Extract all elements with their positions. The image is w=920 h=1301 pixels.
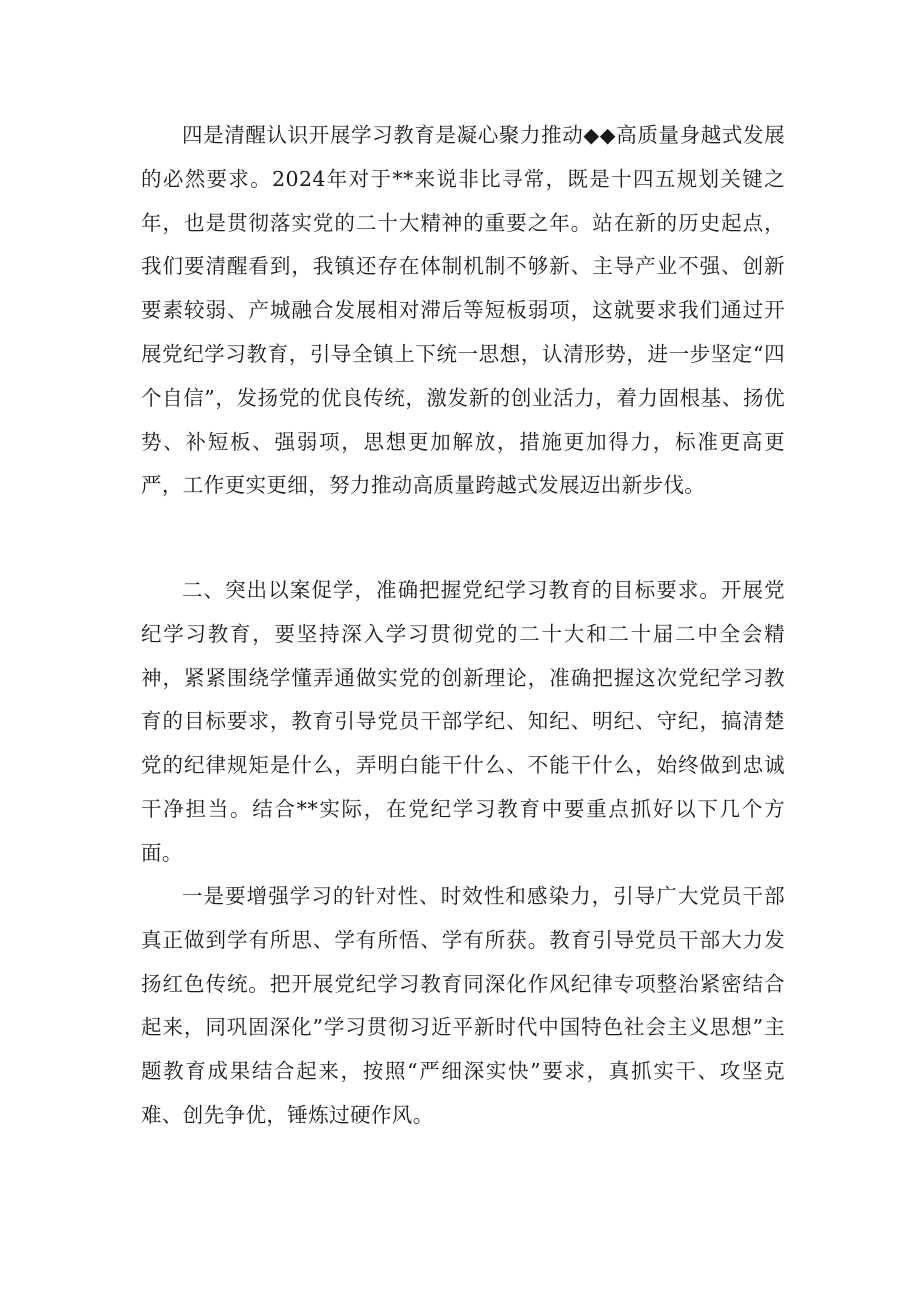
- paragraph-2: 二、突出以案促学，准确把握党纪学习教育的目标要求。开展党纪学习教育，要坚持深入学习贯彻党的二十大和二十届二中全会精神，紧紧围绕学懂弄通做实党的创新理论，准确把握这次党纪学习教育的目标要求，教育引导党员干部学纪、知纪、明纪、守纪，搞清楚党的纪律规矩是什么，弄明白能干什么、不能干什么，始终做到忠诚干净担当。结合**实际，在党纪学习教育中要重点抓好以下几个方面。: [141, 578, 785, 865]
- paragraph-3: 一是要增强学习的针对性、时效性和感染力，引导广大党员干部真正做到学有所思、学有所悟、学有所获。教育引导党员干部大力发扬红色传统。把开展党纪学习教育同深化作风纪律专项整治紧密结合起来，同巩固深化”学习贯彻习近平新时代中国特色社会主义思想”主题教育成果结合起来，按照“严细深实快”要求，真抓实干、攻坚克难、创先争优，锤炼过硬作风。: [141, 884, 785, 1127]
- paragraph-1: 四是清醒认识开展学习教育是凝心聚力推动◆◆高质量身越式发展的必然要求。2024年对于**来说非比寻常，既是十四五规划关键之年，也是贯彻落实党的二十大精神的重要之年。站在新的历史起点，我们要清醒看到，我镇还存在体制机制不够新、主导产业不强、创新要素较弱、产城融合发展相对滞后等短板弱项，这就要求我们通过开展党纪学习教育，引导全镇上下统一思想，认清形势，进一步坚定“四个自信”，发扬党的优良传统，激发新的创业活力，着力固根基、扬优势、补短板、强弱项，思想更加解放，措施更加得力，标准更高更严，工作更实更细，努力推动高质量跨越式发展迈出新步伐。: [141, 123, 785, 498]
